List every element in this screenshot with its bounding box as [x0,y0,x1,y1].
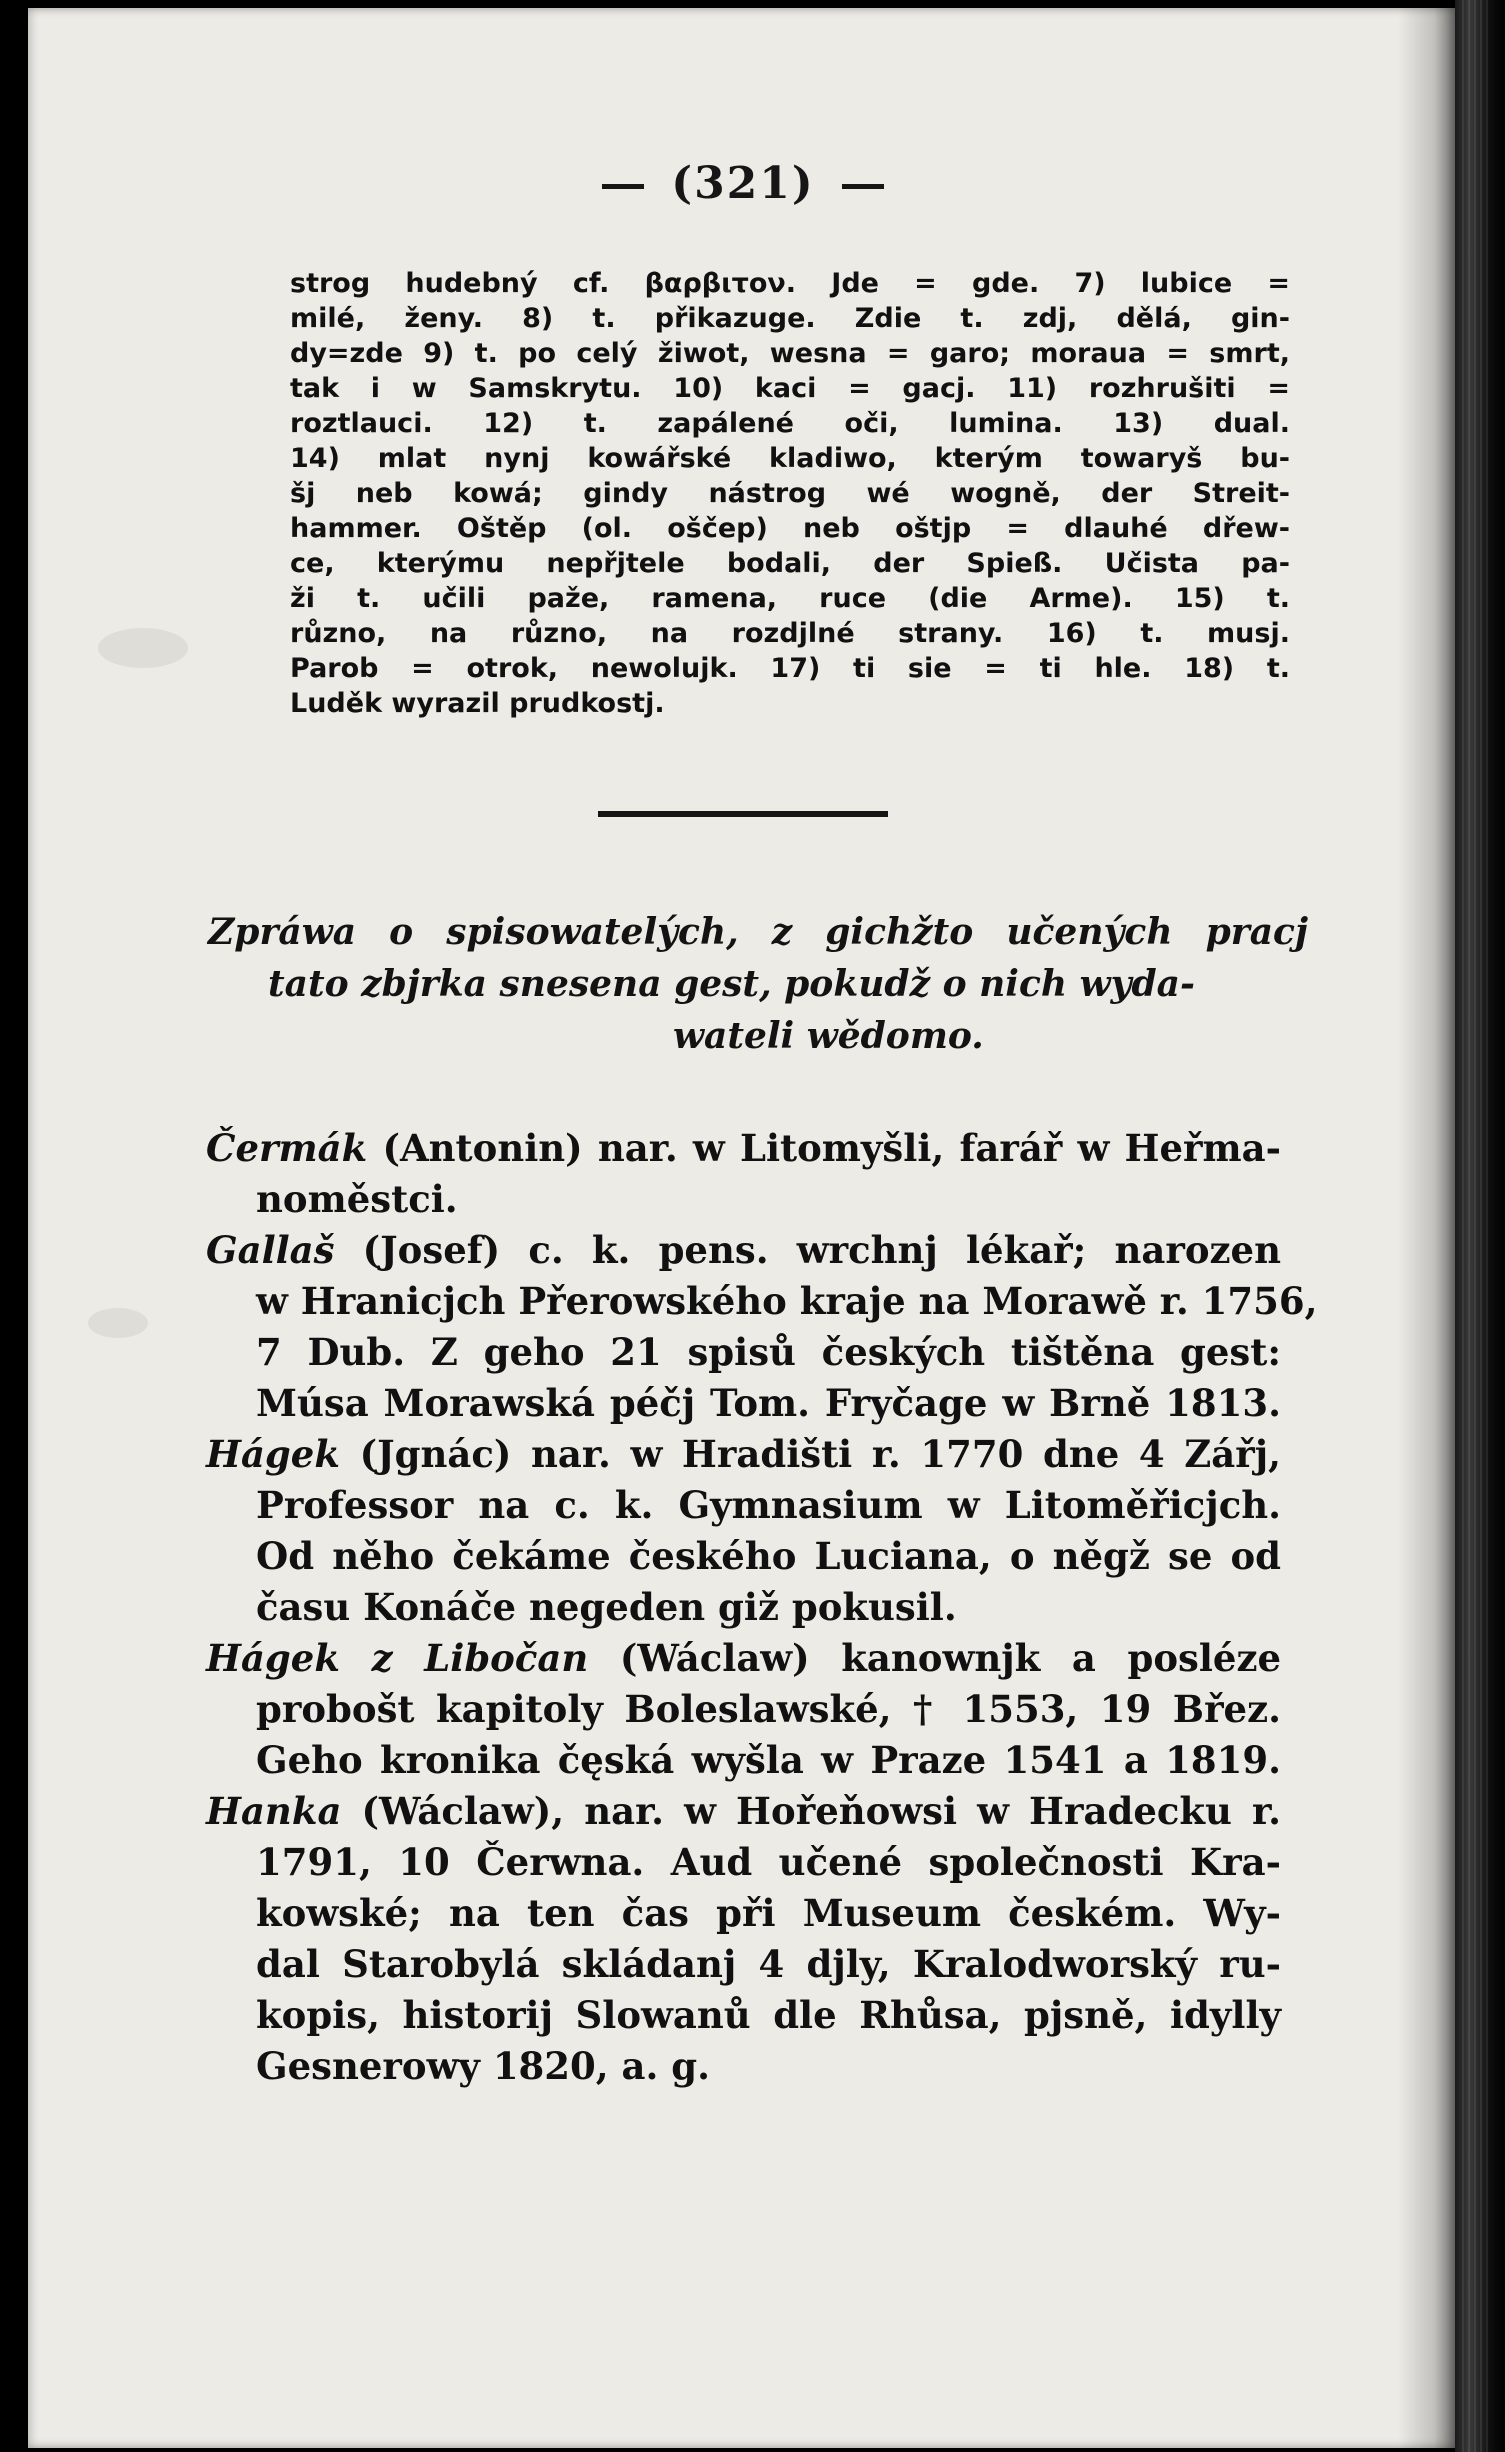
paper-stain [88,1308,148,1338]
author-entry [206,1633,1281,1786]
note-line: 14) mlat nynj kowářské kladiwo, kterým towaryš bu- [290,443,1290,474]
entry-line: Músa Morawská péčj Tom. Fryčage w Brně 1813. [256,1381,1281,1425]
entry-line: Geho kronika čęská wyšla w Praze 1541 a 1819. [256,1738,1281,1782]
note-line: tak i w Samskrytu. 10) kaci = gacj. 11) rozhrušiti = [290,373,1290,404]
section-heading [208,906,1308,1062]
entry-first-line [206,1123,1281,1174]
entry-line: času Konáče negeden giž pokusil. [256,1585,957,1629]
book-page [28,8,1458,2448]
entry-text: (Josef) c. k. pens. wrchnj lékař; narozen [362,1228,1281,1272]
author-name: Gallaš [206,1228,335,1272]
note-line: hammer. Oštěp (ol. oščep) neb oštjp = dlauhé dřew- [290,513,1290,544]
note-line: strog hudebný cf. βαρβιτον. Jde = gde. 7) lubice = [290,268,1290,299]
page-stack-lines [1462,0,1492,2452]
heading-line: wateli wědomo. [673,1015,984,1057]
note-line: ži t. učili paže, ramena, ruce (die Arme). 15) t. [290,583,1290,614]
dash-left [602,184,644,189]
entry-line: 1791, 10 Čerwna. Aud učené společnosti Kra- [256,1840,1281,1884]
entry-text: (Jgnác) nar. w Hradišti r. 1770 dne 4 Zářj, [359,1432,1281,1476]
entry-text: (Antonin) nar. w Litomyšli, farář w Heřma- [382,1126,1281,1170]
author-name: Čermák [206,1126,368,1170]
note-line: různo, na různo, na rozdjlné strany. 16) t. musj. [290,618,1290,649]
author-name: Hágek [206,1432,340,1476]
note-line: dy=zde 9) t. po celý žiwot, wesna = garo; moraua = smrt, [290,338,1290,369]
page-number-text: (321) [671,158,815,209]
author-name: Hanka [206,1789,342,1833]
entry-line: noměstci. [256,1177,458,1221]
note-line: milé, ženy. 8) t. přikazuge. Zdie t. zdj, dělá, gin- [290,303,1290,334]
page-number [28,158,1458,209]
note-line: Luděk wyrazil prudkostj. [290,688,665,719]
entry-line: probošt kapitoly Boleslawské, † 1553, 19 Břez. [256,1687,1281,1731]
section-divider [598,811,888,817]
entry-text: (Wáclaw) kanownjk a posléze [619,1636,1282,1680]
author-name: Hágek z Libočan [206,1636,589,1680]
author-entry [206,1225,1318,1429]
entry-line: Gesnerowy 1820, a. g. [256,2044,711,2088]
author-entry [206,1786,1281,2092]
entry-line: dal Starobylá skládanj 4 djly, Kralodworský ru- [256,1942,1281,1986]
entry-first-line [206,1786,1281,1837]
note-line: roztlauci. 12) t. zapálené oči, lumina. 13) dual. [290,408,1290,439]
entry-line: w Hranicjch Přerowského kraje na Morawě r. 1756, [256,1279,1318,1323]
note-line: šj neb kowá; gindy nástrog wé wogně, der Streit- [290,478,1290,509]
page-edge-shadow [1398,8,1458,2448]
entry-first-line [206,1429,1281,1480]
heading-line: tato zbjrka snesena gest, pokudž o nich wyda- [268,963,1195,1005]
entry-line: kowské; na ten čas při Museum českém. Wy- [256,1891,1281,1935]
author-entries [206,1123,1318,2092]
author-entry [206,1123,1281,1225]
heading-line: Zpráwa o spisowatelých, z gichžto učených pracj [208,911,1308,953]
entry-first-line [206,1225,1281,1276]
author-entry [206,1429,1281,1633]
entry-line: Professor na c. k. Gymnasium w Litoměřicjch. [256,1483,1281,1527]
entry-text: (Wáclaw), nar. w Hořeňowsi w Hradecku r. [361,1789,1281,1833]
entry-line: kopis, historij Slowanů dle Rhůsa, pjsně, idylly [256,1993,1281,2037]
paper-stain [98,628,188,668]
note-line: Parob = otrok, newolujk. 17) ti sie = ti hle. 18) t. [290,653,1290,684]
dash-right [842,184,884,189]
note-line: ce, kterýmu nepřjtele bodali, der Spieß. Učista pa- [290,548,1290,579]
entry-line: Od něho čekáme českého Luciana, o něgž se od [256,1534,1281,1578]
entry-first-line [206,1633,1281,1684]
footnotes-block [290,266,1290,721]
entry-line: 7 Dub. Z geho 21 spisů českých tištěna gest: [256,1330,1281,1374]
